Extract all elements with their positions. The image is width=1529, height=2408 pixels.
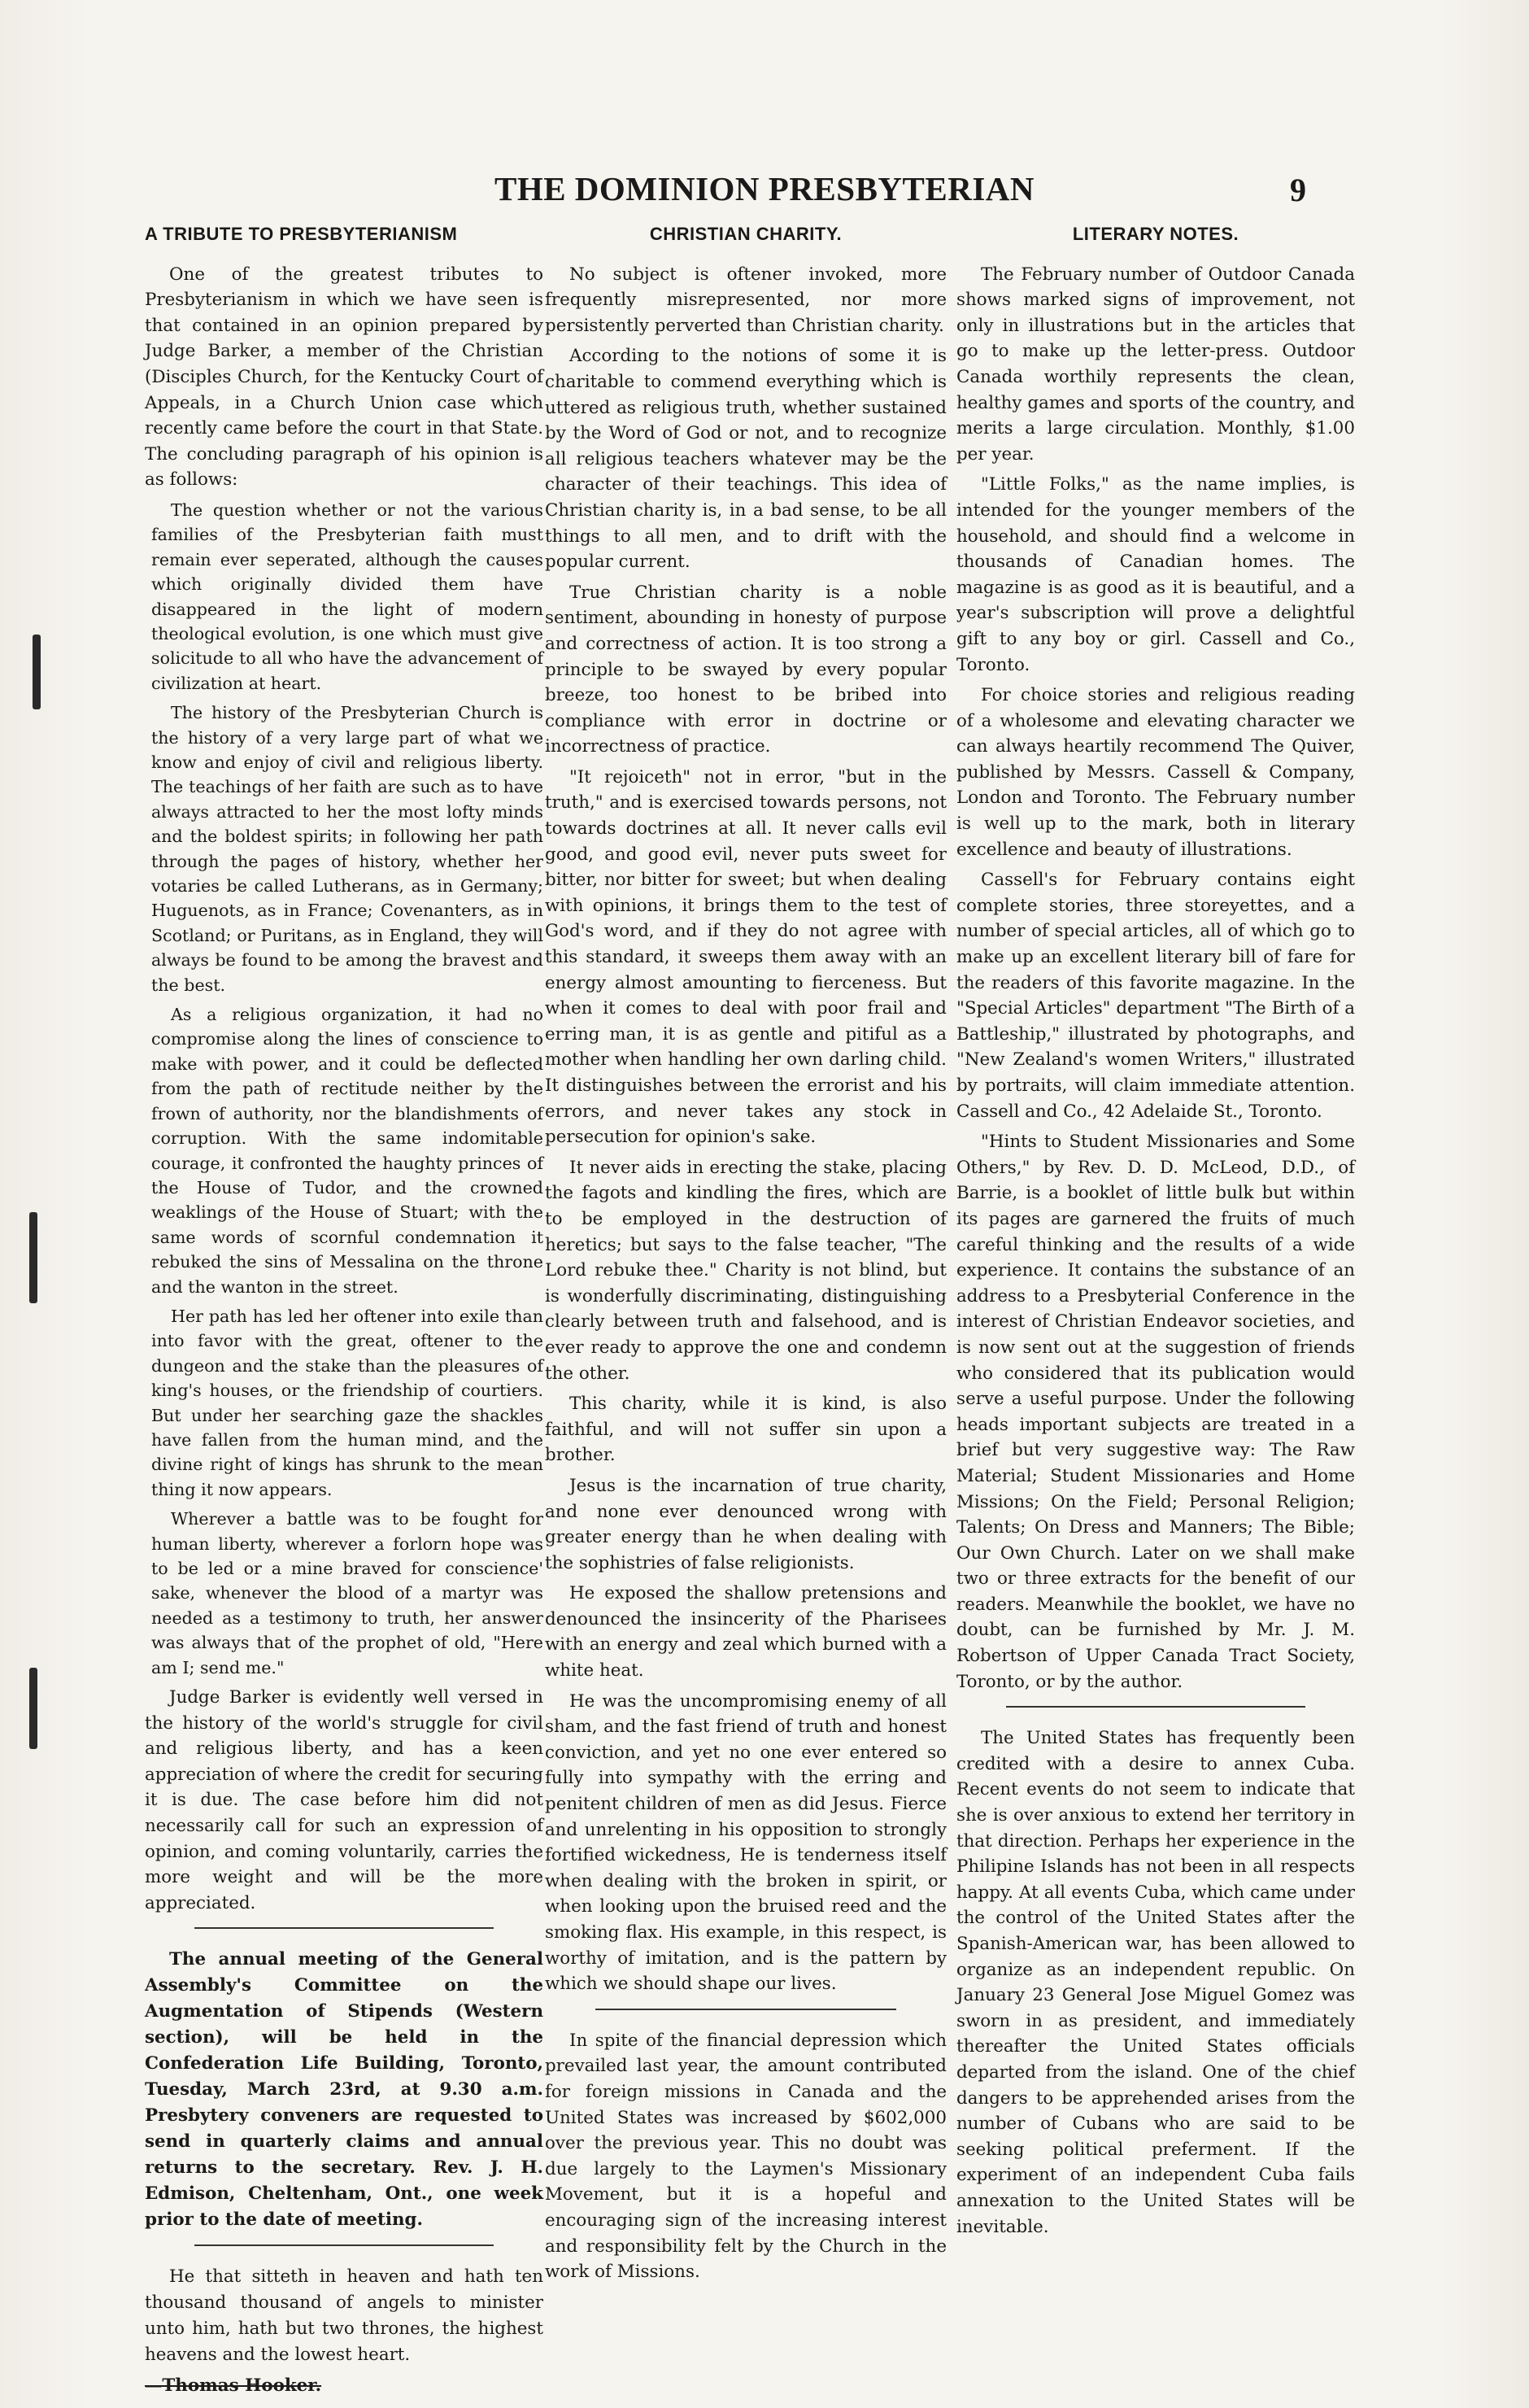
divider	[1006, 1706, 1305, 1708]
epigram	[145, 2264, 543, 2399]
missions-paragraph: In spite of the financial depression which prevailed last year, the amount contributed for foreign missions in Canada and the United States was increased by $602,000 over the previous year. This no doubt was due largely to the Laymen's Missionary Movement, but it is a hopeful and encouraging sign of the increasing interest and responsibility felt by the Church in the work of Missions.	[545, 2030, 947, 2283]
column-tribute	[145, 221, 543, 2404]
article-paragraph: He exposed the shallow pretensions and denounced the insincerity of the Pharisees with an energy and zeal which burned with a white heat.	[545, 1583, 947, 1682]
article-heading: LITERARY NOTES.	[1072, 224, 1239, 244]
article-paragraph: "Hints to Student Missionaries and Some Others," by Rev. D. D. McLeod, D.D., of Barrie, is a booklet of little bulk but within its pages are garnered the fruits of much careful thinking and the results of a wide experience. It contains the substance of an address to a Presbyterial Conference in the interest of Christian Endeavor societies, and is now sent out at the suggestion of friends who considered that its publication would serve a useful purpose. Under the following heads important subjects are treated in a brief but very suggestive way: The Raw Material; Student Missionaries and Home Missions; On the Field; Personal Religion; Talents; On Dress and Manners; The Bible; Our Own Church. Later on we shall make two or three extracts for the benefit of our readers. Meanwhile the booklet, we have no doubt, can be furnished by Mr. J. M. Robertson of Upper Canada Tract Society, Toronto, or by the author.	[956, 1132, 1355, 1692]
masthead-title: THE DOMINION PRESBYTERIAN	[494, 170, 1035, 207]
article-paragraph: "It rejoiceth" not in error, "but in the truth," and is exercised towards persons, not towards doctrines at all. It never calls evil good, and good evil, never puts sweet for bitter, nor bitter for sweet; but when dealing with opinions, it brings them to the test of God's word, and if they do not agree with this standard, it sweeps them away with an energy almost amounting to fierceness. But when it comes to deal with poor frail and erring man, it is as gentle and pitiful as a mother when handling her own darling child. It distinguishes between the errorist and his errors, and never takes any stock in persecution for opinion's sake.	[545, 766, 947, 1148]
article-paragraph: No subject is oftener invoked, more frequently misrepresented, nor more persistently perverted than Christian charity.	[545, 264, 947, 336]
article-heading: A TRIBUTE TO PRESBYTERIANISM	[145, 224, 458, 244]
divider	[595, 2009, 897, 2010]
article-paragraph: For choice stories and religious reading of a wholesome and elevating character we can always heartily recommend The Quiver, published by Messrs. Cassell & Company, London and Toronto. The February number is well up to the mark, both in literary excellence and beauty of illustrations.	[956, 685, 1355, 860]
quote-paragraph: Her path has led her oftener into exile than into favor with the great, oftener to the dungeon and the stake than the pleasures of king's houses, or the friendship of courtiers. But under her searching gaze the shackles have fallen from the human mind, and the divine right of kings has shrunk to the mean thing it now appears.	[151, 1306, 543, 1499]
article-paragraph: Judge Barker is evidently well versed in the history of the world's struggle for civil and religious liberty, and has a keen appreciation of where the credit for securing it is due. The case before him did not necessarily call for such an expression of opinion, and coming voluntarily, carries the more weight and will be the more appreciated.	[145, 1687, 543, 1913]
page-number: 9	[1290, 172, 1306, 208]
epigram-text: He that sitteth in heaven and hath ten thousand thousand of angels to minister unto him, hath but two thrones, the highest heavens and the lowest heart.	[145, 2266, 543, 2366]
article-heading: CHRISTIAN CHARITY.	[649, 224, 843, 244]
meeting-notice	[145, 1947, 543, 2233]
column-charity	[545, 221, 947, 2290]
quote-paragraph: As a religious organization, it had no compromise along the lines of conscience to make with power, and it could be deflected from the path of rectitude neither by the frown of authority, nor the blandishments of corruption. With the same indomitable courage, it confronted the haughty princes of the House of Tudor, and the crowned weaklings of the House of Stuart; with the same words of scornful condemnation it rebuked the sins of Messalina on the throne and the wanton in the street.	[151, 1005, 543, 1297]
epigram-attribution: —Thomas Hooker.	[145, 2375, 322, 2397]
article-paragraph: True Christian charity is a noble sentiment, abounding in honesty of purpose and correctness of action. It is too strong a principle to be swayed by every popular breeze, too honest to be bribed into compliance with error in doctrine or incorrectness of practice.	[545, 582, 947, 757]
article-paragraph: One of the greatest tributes to Presbyterianism in which we have seen is that contained in an opinion prepared by Judge Barker, a member of the Christian (Disciples Church, for the Kentucky Court of Appeals, in a Church Union case which recently came before the court in that State. The concluding paragraph of his opinion is as follows:	[145, 264, 543, 491]
cuba-paragraph: The United States has frequently been credited with a desire to annex Cuba. Recent events do not seem to indicate that she is over anxious to extend her territory in that direction. Perhaps her experience in the Philipine Islands has not been in all respects happy. At all events Cuba, which came under the control of the United States after the Spanish-American war, has been allowed to organize as an independent republic. On January 23 General Jose Miguel Gomez was sworn in as president, and immediately thereafter the United States officials departed from the island. One of the chief dangers to be apprehended arises from the number of Cubans who are said to be seeking political preferment. If the experiment of an independent Cuba fails annexation to the United States will be inevitable.	[956, 1728, 1355, 2237]
divider	[194, 2244, 494, 2246]
divider	[194, 1927, 494, 1929]
margin-mark	[33, 635, 41, 709]
article-paragraph: According to the notions of some it is charitable to commend everything which is uttered as religious truth, whether sustained by the Word of God or not, and to recognize all religious teachers whatever may be the character of their teachings. This idea of Christian charity is, in a bad sense, to be all things to all men, and to drift with the popular current.	[545, 346, 947, 573]
notice-paragraph: The annual meeting of the General Assembly's Committee on the Augmentation of Stipends (Western section), will be held in the Confederation Life Building, Toronto, Tuesday, March 23rd, at 9.30 a.m. Presbytery conveners are requested to send in quarterly claims and annual returns to the secretary. Rev. J. H. Edmison, Cheltenham, Ont., one week prior to the date of meeting.	[145, 1949, 543, 2231]
margin-mark	[29, 1668, 37, 1749]
opinion-quote	[145, 498, 543, 1680]
quote-paragraph: The question whether or not the various families of the Presbyterian faith must remain ever seperated, although the causes which originally divided them have disappeared in the light of modern theological evolution, is one which must give solicitude to all who have the advancement of civilization at heart.	[151, 499, 543, 693]
article-paragraph: "Little Folks," as the name implies, is intended for the younger members of the household, and should find a welcome in thousands of Canadian homes. The magazine is as good as it is beautiful, and a year's subscription will prove a delightful gift to any boy or girl. Cassell and Co., Toronto.	[956, 474, 1355, 675]
article-paragraph: It never aids in erecting the stake, placing the fagots and kindling the fires, which are to be employed in the destruction of heretics; but says to the false teacher, "The Lord rebuke thee." Charity is not blind, but is wonderfully discriminating, distinguishing clearly between truth and falsehood, and is ever ready to approve the one and condemn the other.	[545, 1157, 947, 1384]
quote-paragraph: The history of the Presbyterian Church is the history of a very large part of what we know and enjoy of civil and religious liberty. The teachings of her faith are such as to have always attracted to her the most lofty minds and the boldest spirits; in following her path through the pages of history, whether her votaries be called Lutherans, as in Germany; Huguenots, as in France; Covenanters, as in Scotland; or Puritans, as in England, they will always be found to be among the bravest and the best.	[151, 703, 543, 995]
article-paragraph: This charity, while it is kind, is also faithful, and will not suffer sin upon a brother.	[545, 1394, 947, 1466]
article-paragraph: He was the uncompromising enemy of all sham, and the fast friend of truth and honest conviction, and yet no one ever entered so fully into sympathy with the erring and penitent children of men as did Jesus. Fierce and unrelenting in his opposition to strongly fortified wickedness, He is tenderness itself when dealing with the broken in spirit, or when looking upon the bruised reed and the smoking flax. His example, in this respect, is worthy of imitation, and is the pattern by which we should shape our lives.	[545, 1690, 947, 1995]
margin-mark	[29, 1212, 37, 1303]
article-paragraph: Cassell's for February contains eight complete stories, three storeyettes, and a number of special articles, all of which go to make up an excellent literary bill of fare for the readers of this favorite magazine. In the "Special Articles" department "The Birth of a Battleship," illustrated by photographs, and "New Zealand's women Writers," illustrated by portraits, will claim immediate attention. Cassell and Co., 42 Adelaide St., Toronto.	[956, 870, 1355, 1122]
article-paragraph: The February number of Outdoor Canada shows marked signs of improvement, not only in illustrations but in the articles that go to make up the letter-press. Outdoor Canada worthily represents the clean, healthy games and sports of the country, and merits a large circulation. Monthly, $1.00 per year.	[956, 264, 1355, 465]
column-literary-notes	[956, 221, 1355, 2244]
quote-paragraph: Wherever a battle was to be fought for human liberty, wherever a forlorn hope was to be led or a mine braved for conscience' sake, whenever the blood of a martyr was needed as a testimony to truth, her answer was always that of the prophet of old, "Here am I; send me."	[151, 1509, 543, 1677]
article-paragraph: Jesus is the incarnation of true charity, and none ever denounced wrong with greater energy than he when dealing with the sophistries of false religionists.	[545, 1475, 947, 1573]
